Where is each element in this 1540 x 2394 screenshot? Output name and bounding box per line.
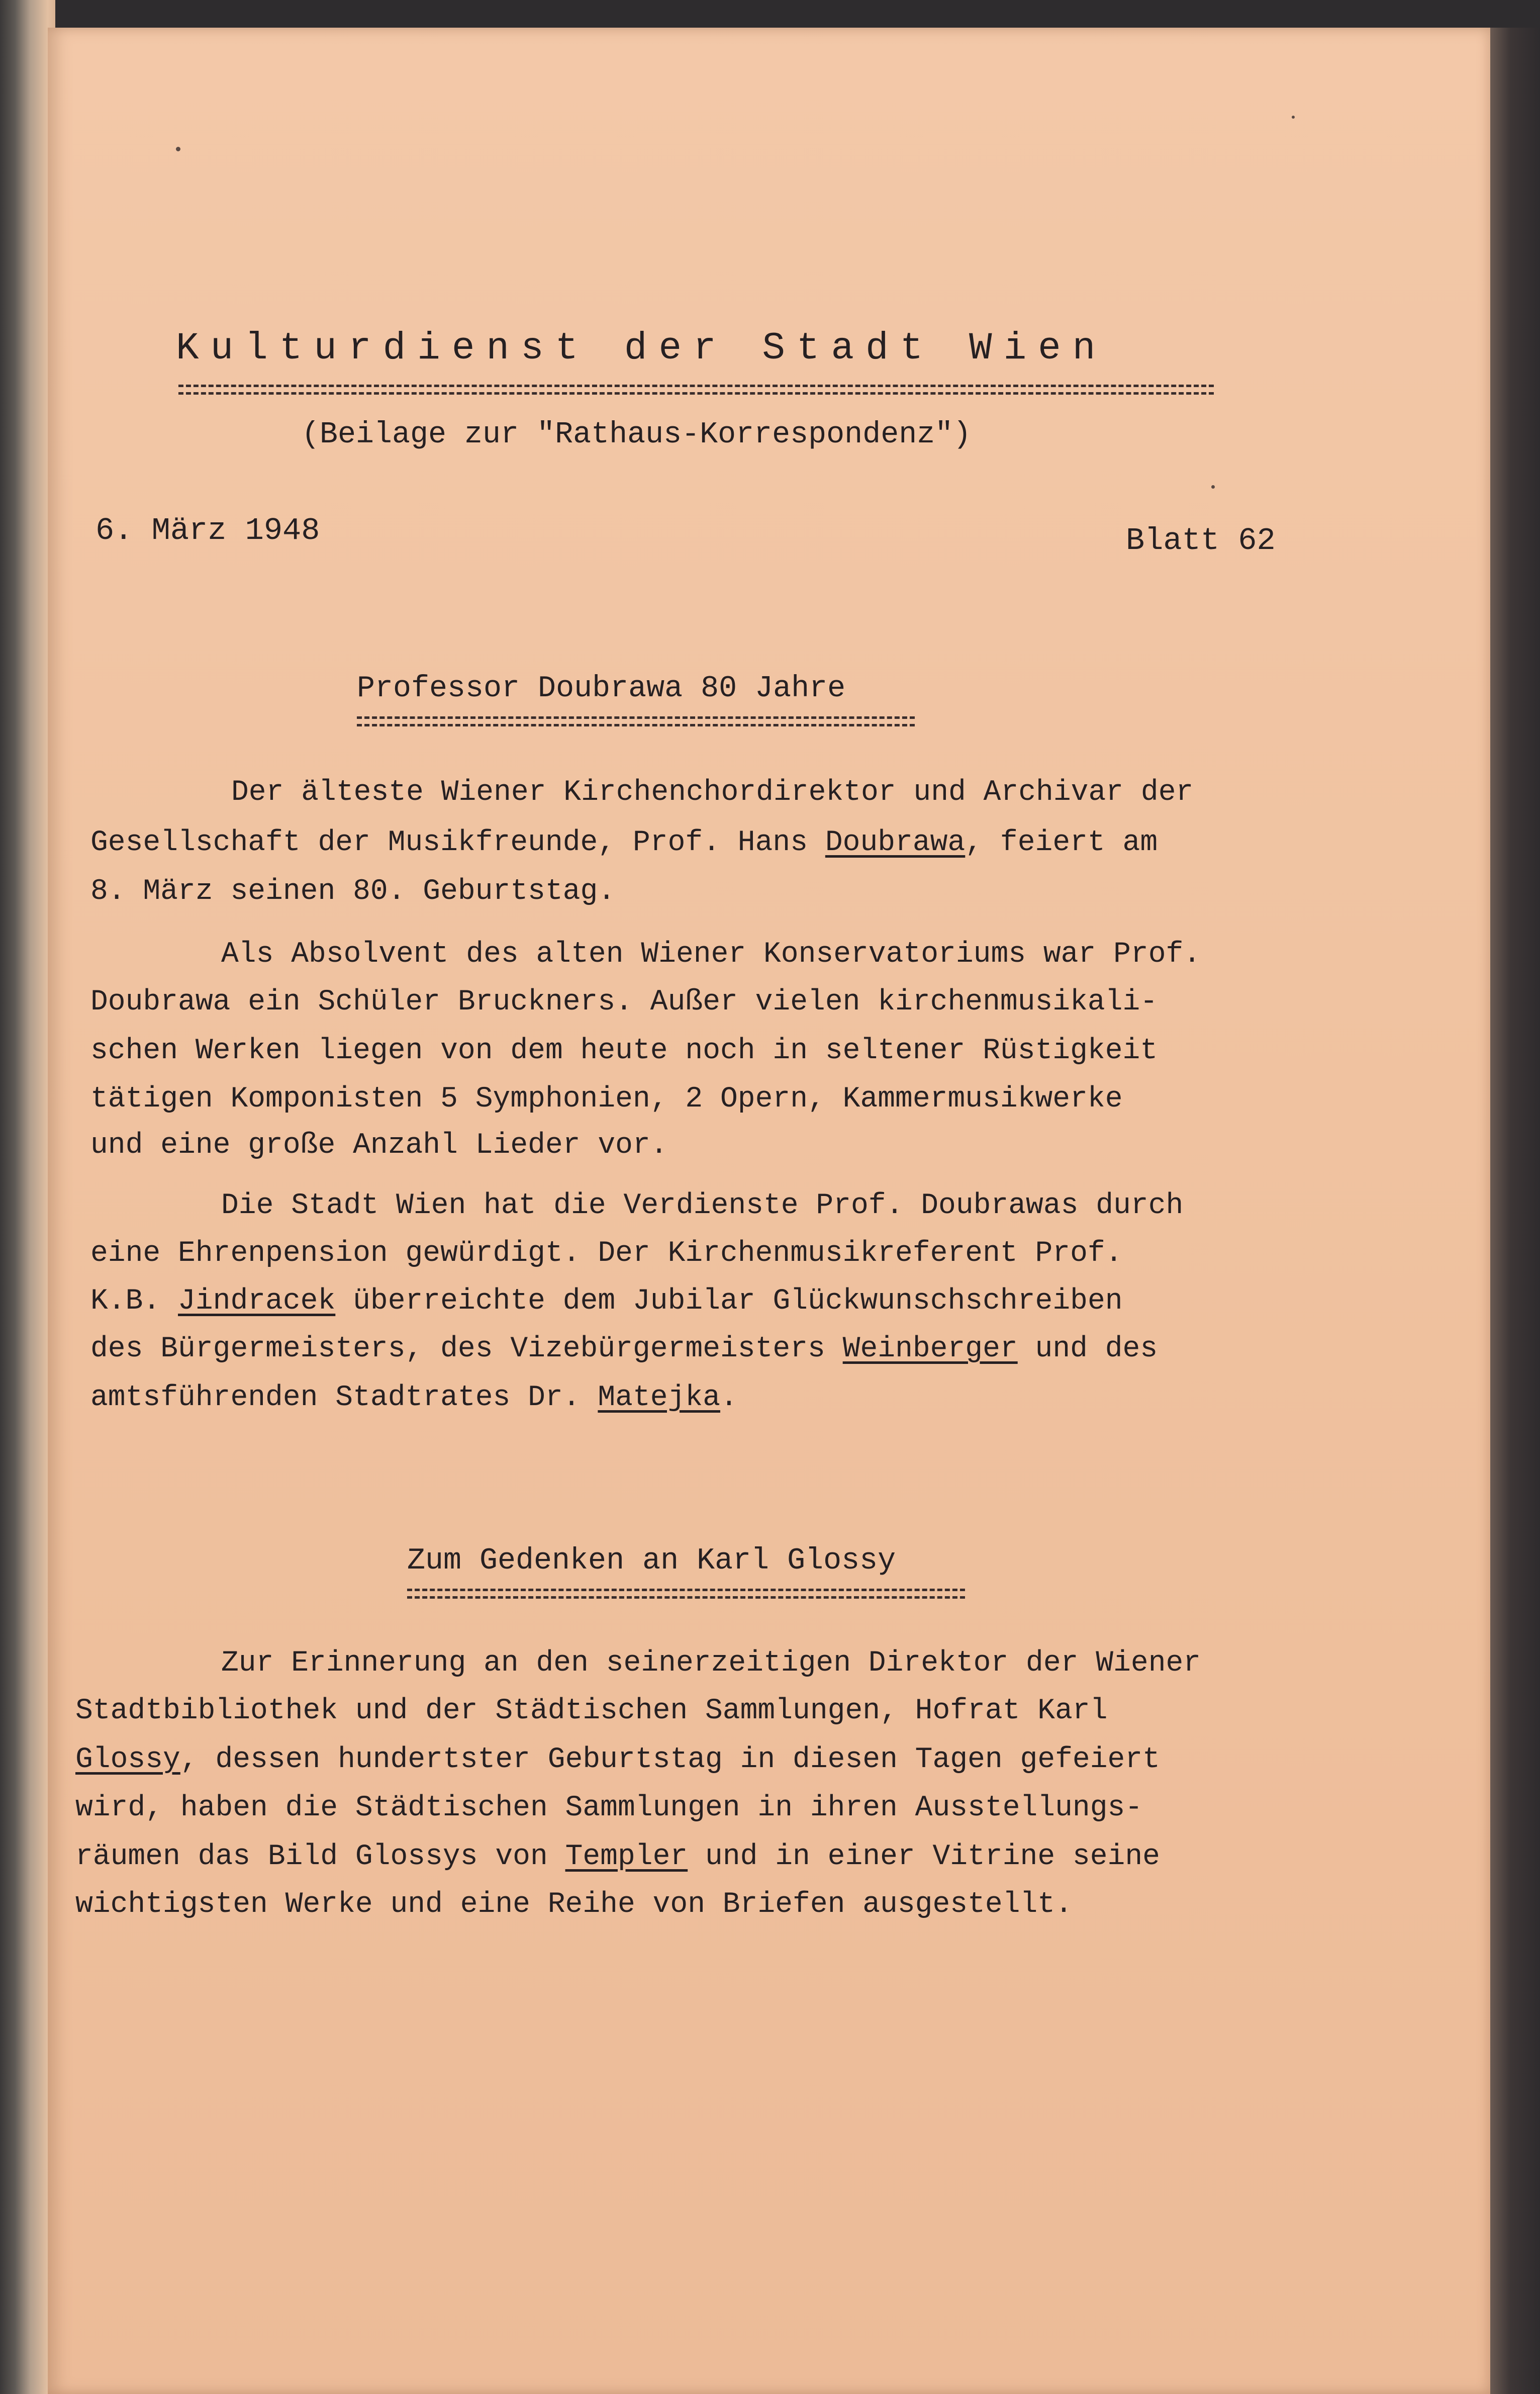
- issue-date: 6. März 1948: [95, 513, 320, 548]
- paper-speck: [176, 147, 180, 151]
- body-line: wird, haben die Städtischen Sammlungen in ihren Ausstellungs-: [75, 1792, 1143, 1824]
- article-title-doubrawa: Professor Doubrawa 80 Jahre: [357, 672, 846, 706]
- body-line: K.B. Jindracek überreichte dem Jubilar Glückwunschschreiben: [90, 1285, 1123, 1318]
- subtitle: (Beilage zur "Rathaus-Korrespondenz"): [302, 418, 972, 452]
- paper-speck: [1292, 116, 1295, 119]
- article-title-glossy: Zum Gedenken an Karl Glossy: [407, 1544, 896, 1578]
- body-line: Stadtbibliothek und der Städtischen Sammlungen, Hofrat Karl: [75, 1695, 1108, 1727]
- body-line: eine Ehrenpension gewürdigt. Der Kirchenmusikreferent Prof.: [90, 1237, 1123, 1270]
- sheet-number: Blatt 62: [1126, 523, 1276, 559]
- body-line: räumen das Bild Glossys von Templer und in einer Vitrine seine: [75, 1840, 1160, 1873]
- title-double-rule: [407, 1596, 965, 1599]
- body-line: Als Absolvent des alten Wiener Konservatoriums war Prof.: [221, 938, 1201, 971]
- body-line: tätigen Komponisten 5 Symphonien, 2 Opern, Kammermusikwerke: [90, 1083, 1123, 1116]
- masthead: Kulturdienst der Stadt Wien: [176, 327, 1107, 370]
- body-line: 8. März seinen 80. Geburtstag.: [90, 875, 616, 908]
- name-jindracek: Jindracek: [178, 1285, 336, 1318]
- body-line: Zur Erinnerung an den seinerzeitigen Direktor der Wiener: [221, 1647, 1201, 1680]
- paper-speck: [1211, 485, 1215, 489]
- name-glossy: Glossy: [75, 1743, 180, 1776]
- body-line: Gesellschaft der Musikfreunde, Prof. Hans Doubrawa, feiert am: [90, 826, 1158, 859]
- body-line: Doubrawa ein Schüler Bruckners. Außer vielen kirchenmusikali-: [90, 986, 1158, 1019]
- title-double-rule: [357, 716, 915, 719]
- book-binding-edge: [0, 0, 55, 2394]
- body-line: und eine große Anzahl Lieder vor.: [90, 1129, 668, 1162]
- masthead-double-rule: [178, 392, 1214, 395]
- name-weinberger: Weinberger: [842, 1333, 1018, 1365]
- body-line: wichtigsten Werke und eine Reihe von Briefen ausgestellt.: [75, 1888, 1073, 1921]
- body-line: Der älteste Wiener Kirchenchordirektor und Archivar der: [231, 776, 1194, 809]
- body-line: Glossy, dessen hundertster Geburtstag in diesen Tagen gefeiert: [75, 1743, 1160, 1776]
- body-line: des Bürgermeisters, des Vizebürgermeisters Weinberger und des: [90, 1333, 1158, 1365]
- scan-background-top: [0, 0, 1540, 30]
- body-line: Die Stadt Wien hat die Verdienste Prof. Doubrawas durch: [221, 1189, 1184, 1222]
- name-templer: Templer: [565, 1840, 688, 1873]
- name-doubrawa: Doubrawa: [825, 826, 966, 859]
- page-edge-right: [1490, 28, 1540, 2394]
- title-double-rule: [407, 1589, 965, 1591]
- name-matejka: Matejka: [598, 1382, 721, 1414]
- body-line: amtsführenden Stadtrates Dr. Matejka.: [90, 1382, 738, 1414]
- masthead-double-rule: [178, 385, 1214, 387]
- title-double-rule: [357, 724, 915, 726]
- body-line: schen Werken liegen von dem heute noch in seltener Rüstigkeit: [90, 1035, 1158, 1067]
